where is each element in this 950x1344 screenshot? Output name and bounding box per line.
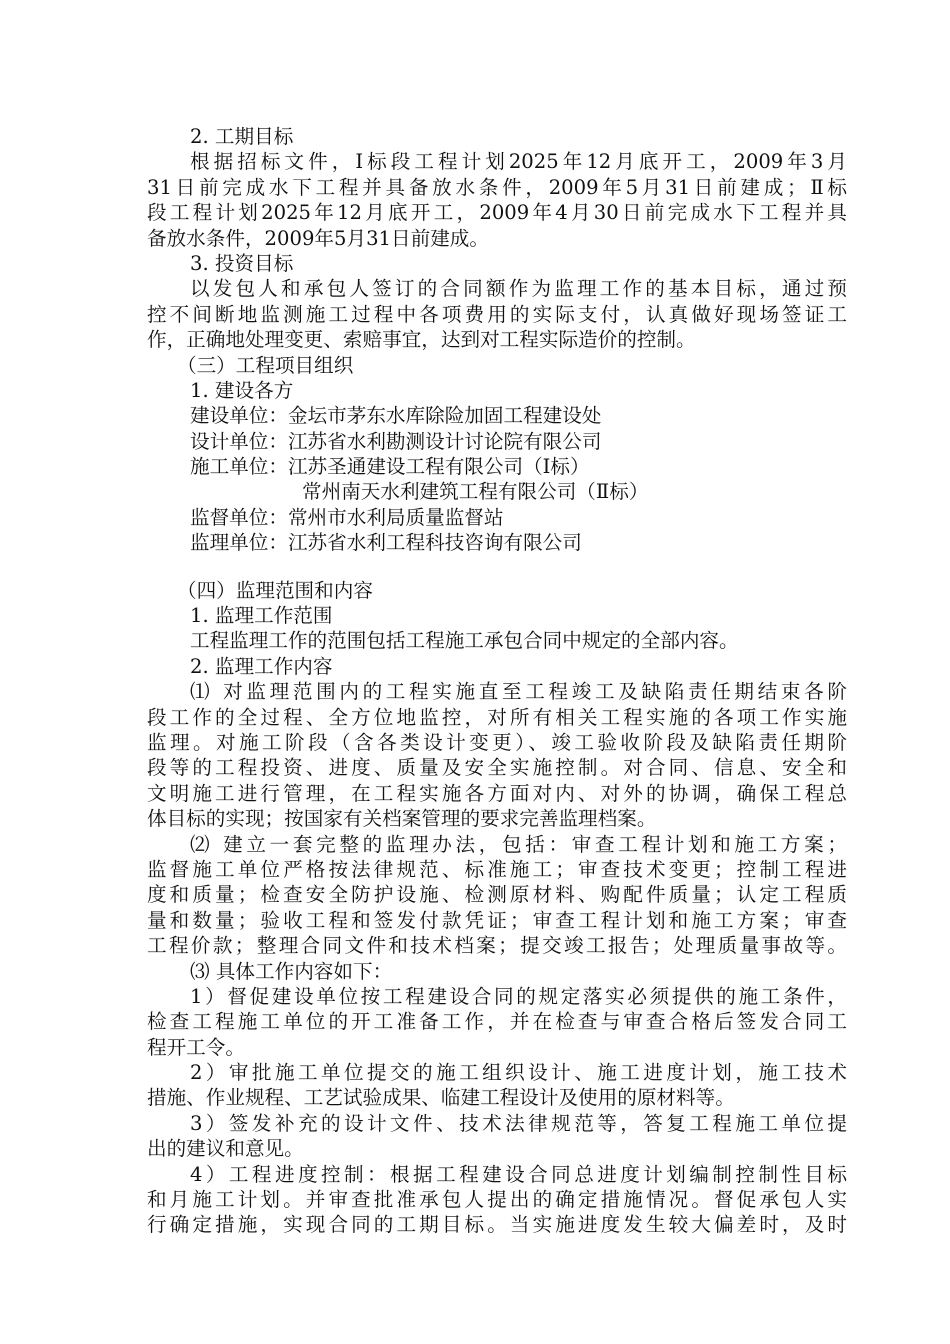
paragraph-line: 量和数量；验收工程和签发付款凭证；审查工程计划和施工方案；审查 [147,908,847,932]
paragraph-line: 和月施工计划。并审查批准承包人提出的确定措施情况。督促承包人实 [147,1188,847,1212]
paragraph-line: 工程监理工作的范围包括工程施工承包合同中规定的全部内容。 [190,629,739,653]
paragraph-line: 以发包人和承包人签订的合同额作为监理工作的基本目标，通过预 [190,277,847,301]
blank-gap [147,556,847,578]
paragraph-line: 段工程计划2025年12月底开工，2009年4月30日前完成水下工程并具 [147,201,847,225]
heading-work-scope: 1. 监理工作范围 [190,604,333,628]
party-designer: 设计单位：江苏省水利勘测设计讨论院有限公司 [190,429,602,453]
party-supervision-company: 监理单位：江苏省水利工程科技咨询有限公司 [190,531,582,555]
heading-specific-work: ⑶ 具体工作内容如下： [190,959,393,983]
paragraph-line: 根据招标文件，Ⅰ标段工程计划2025年12月底开工，2009年3月 [190,150,847,174]
paragraph-line: ⑴ 对监理范围内的工程实施直至工程竣工及缺陷责任期结束各阶 [190,680,847,704]
paragraph-line: 段工作的全过程、全方位地监控，对所有相关工程实施的各项工作实施 [147,705,847,729]
paragraph-line: 体目标的实现；按国家有关档案管理的要求完善监理档案。 [147,807,657,831]
paragraph-line: 出的建议和意见。 [147,1137,304,1161]
paragraph-line: 监理。对施工阶段（含各类设计变更）、竣工验收阶段及缺陷责任期阶 [147,730,847,754]
paragraph-line: 文明施工进行管理，在工程实施各方面对内、对外的协调，确保工程总 [147,781,847,805]
heading-parties: 1. 建设各方 [190,378,294,402]
heading-schedule-goal: 2. 工期目标 [190,125,294,148]
document-body [147,124,847,1238]
party-contractor-1: 施工单位：江苏圣通建设工程有限公司（Ⅰ标） [190,455,590,479]
party-contractor-2: 常州南天水利建筑工程有限公司（Ⅱ标） [302,480,649,504]
heading-investment-goal: 3. 投资目标 [190,251,294,275]
paragraph-line: 1）督促建设单位按工程建设合同的规定落实必须提供的施工条件， [190,984,847,1008]
paragraph-line: 监督施工单位严格按法律规范、标准施工；审查技术变更；控制工程进 [147,857,847,881]
section-heading-project-organization: （三）工程项目组织 [177,353,354,377]
heading-work-content: 2. 监理工作内容 [190,654,333,678]
paragraph-line: 2）审批施工单位提交的施工组织设计、施工进度计划，施工技术 [190,1061,847,1085]
party-supervisor-authority: 监督单位：常州市水利局质量监督站 [190,505,504,529]
paragraph-line: ⑵ 建立一套完整的监理办法，包括：审查工程计划和施工方案； [190,832,847,856]
paragraph-line: 4）工程进度控制：根据工程建设合同总进度计划编制控制性目标 [190,1162,847,1186]
party-owner: 建设单位：金坛市茅东水库除险加固工程建设处 [190,404,602,428]
paragraph-line: 措施、作业规程、工艺试验成果、临建工程设计及使用的原材料等。 [147,1086,735,1110]
paragraph-line: 检查工程施工单位的开工准备工作，并在检查与审查合格后签发合同工 [147,1010,847,1034]
paragraph-line: 31日前完成水下工程并具备放水条件，2009年5月31日前建成；Ⅱ标 [147,175,847,199]
paragraph-line: 行确定措施，实现合同的工期目标。当实施进度发生较大偏差时，及时 [147,1213,847,1237]
paragraph-line: 段等的工程投资、进度、质量及安全实施控制。对合同、信息、安全和 [147,756,847,780]
paragraph-line: 3）签发补充的设计文件、技术法律规范等，答复工程施工单位提 [190,1111,847,1135]
paragraph-line: 工程价款；整理合同文件和技术档案；提交竣工报告；处理质量事故等。 [147,934,847,958]
paragraph-line: 作，正确地处理变更、索赔事宜，达到对工程实际造价的控制。 [147,328,696,352]
paragraph-line: 备放水条件，2009年5月31日前建成。 [147,226,489,250]
paragraph-line: 程开工令。 [147,1035,245,1059]
section-heading-supervision-scope: （四）监理范围和内容 [177,578,373,602]
paragraph-line: 度和质量；检查安全防护设施、检测原材料、购配件质量；认定工程质 [147,883,847,907]
paragraph-line: 控不间断地监测施工过程中各项费用的实际支付，认真做好现场签证工 [147,302,847,326]
